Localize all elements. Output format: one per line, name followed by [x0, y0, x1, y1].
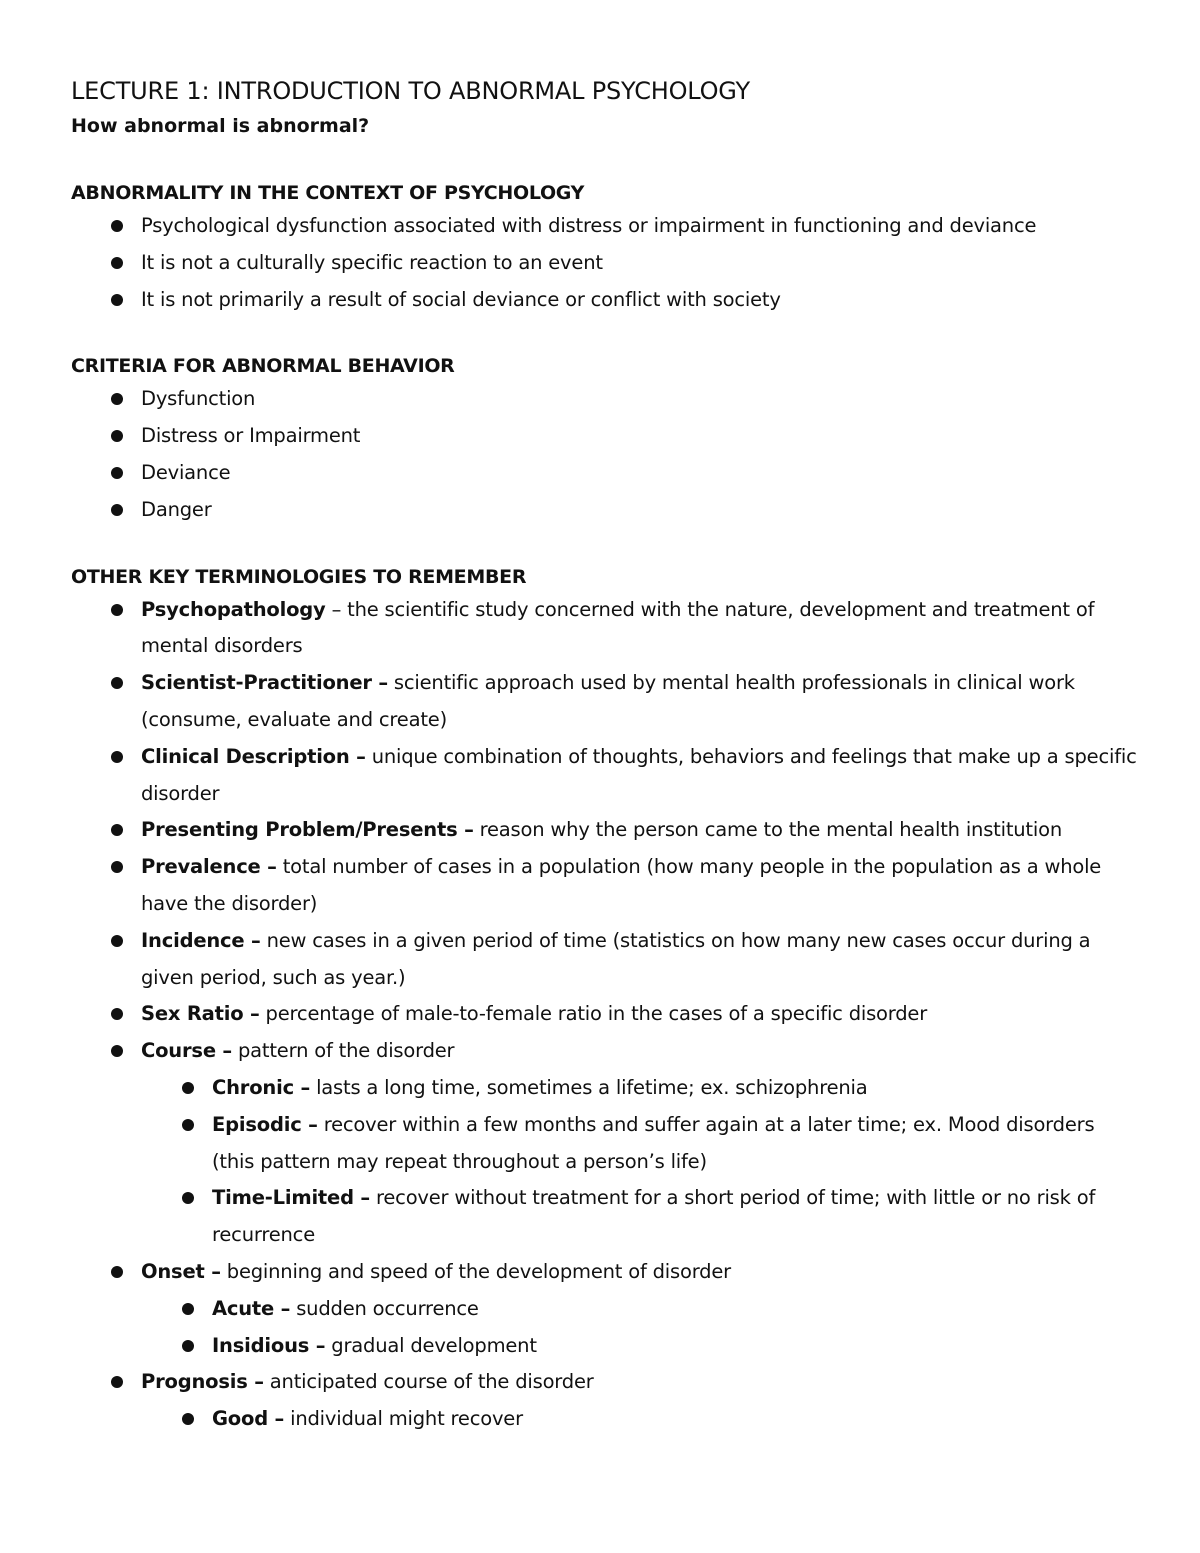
term-label: Sex Ratio – — [141, 1002, 260, 1026]
list-item — [71, 492, 1141, 529]
bullet-icon — [111, 467, 123, 479]
term-definition: – the scientific study concerned with the nature, development and treatment of mental disorders — [141, 597, 1095, 658]
bullet-icon — [182, 1340, 194, 1352]
bullet-icon — [111, 677, 123, 689]
list-item-text: Distress or Impairment — [141, 424, 361, 448]
bullet-icon — [182, 1303, 194, 1315]
bullet-icon — [111, 257, 123, 269]
bullet-icon — [111, 604, 123, 616]
bullet-icon — [182, 1082, 194, 1094]
term-item-presenting-problem — [71, 812, 1141, 849]
term-definition: recover within a few months and suffer again at a later time; ex. Mood disorders (this pattern may repeat throughout a person’s life) — [212, 1112, 1095, 1173]
section-heading-criteria: CRITERIA FOR ABNORMAL BEHAVIOR — [71, 355, 455, 378]
list-item-text: It is not primarily a result of social deviance or conflict with society — [141, 287, 781, 311]
bullet-icon — [111, 393, 123, 405]
bullet-icon — [182, 1119, 194, 1131]
term-definition: recover without treatment for a short period of time; with little or no risk of recurrence — [212, 1186, 1096, 1247]
term-label: Presenting Problem/Presents – — [141, 818, 474, 842]
page-title: LECTURE 1: INTRODUCTION TO ABNORMAL PSYCHOLOGY — [71, 77, 750, 105]
term-definition: sudden occurrence — [290, 1296, 479, 1320]
term-definition: beginning and speed of the development of disorder — [220, 1259, 731, 1283]
list-item-text: It is not a culturally specific reaction to an event — [141, 250, 603, 274]
term-item-episodic — [71, 1107, 1141, 1181]
term-item-scientist-practitioner — [71, 665, 1141, 739]
term-item-chronic — [71, 1070, 1141, 1107]
term-definition: reason why the person came to the mental health institution — [473, 818, 1062, 842]
abnormality-list — [71, 208, 1141, 318]
page-subtitle: How abnormal is abnormal? — [71, 115, 370, 137]
term-item-prevalence — [71, 849, 1141, 923]
bullet-icon — [111, 1008, 123, 1020]
bullet-icon — [111, 430, 123, 442]
list-item — [71, 418, 1141, 455]
term-definition: unique combination of thoughts, behaviors and feelings that make up a specific disorder — [141, 744, 1137, 805]
bullet-icon — [111, 1045, 123, 1057]
term-item-onset — [71, 1254, 1141, 1291]
section-heading-terminologies: OTHER KEY TERMINOLOGIES TO REMEMBER — [71, 565, 527, 588]
section-heading-abnormality: ABNORMALITY IN THE CONTEXT OF PSYCHOLOGY — [71, 182, 585, 204]
term-definition: new cases in a given period of time (statistics on how many new cases occur during a given period, such as year.) — [141, 928, 1091, 989]
list-item — [71, 455, 1141, 492]
term-label: Chronic – — [212, 1075, 311, 1099]
term-definition: total number of cases in a population (how many people in the population as a whole have the disorder) — [141, 855, 1102, 915]
bullet-icon — [111, 751, 123, 763]
term-label: Scientist-Practitioner – — [141, 671, 388, 695]
list-item — [71, 208, 1141, 245]
list-item-text: Danger — [141, 497, 212, 521]
term-item-clinical-description — [71, 739, 1141, 813]
term-label: Time-Limited – — [212, 1186, 370, 1210]
bullet-icon — [111, 294, 123, 306]
list-item-text: Dysfunction — [141, 387, 256, 411]
term-definition: lasts a long time, sometimes a lifetime; ex. schizophrenia — [310, 1075, 868, 1099]
bullet-icon — [111, 504, 123, 516]
term-item-prognosis — [71, 1364, 1141, 1401]
term-label: Prevalence – — [141, 855, 277, 879]
term-label: Clinical Description – — [141, 744, 366, 768]
term-label: Psychopathology — [141, 597, 326, 621]
list-item — [71, 245, 1141, 282]
term-label: Onset – — [141, 1259, 221, 1283]
term-definition: individual might recover — [284, 1407, 523, 1431]
bullet-icon — [111, 935, 123, 947]
bullet-icon — [182, 1413, 194, 1425]
term-definition: pattern of the disorder — [231, 1039, 455, 1063]
term-item-good — [71, 1401, 1141, 1438]
term-item-psychopathology — [71, 592, 1141, 666]
term-label: Insidious – — [212, 1333, 326, 1357]
list-item-text: Deviance — [141, 460, 231, 484]
term-label: Good – — [212, 1407, 285, 1431]
term-item-time-limited — [71, 1180, 1141, 1254]
term-label: Episodic – — [212, 1112, 318, 1136]
term-item-course — [71, 1033, 1141, 1070]
term-item-insidious — [71, 1328, 1141, 1365]
term-definition: percentage of male-to-female ratio in the cases of a specific disorder — [259, 1002, 928, 1026]
term-definition: gradual development — [325, 1333, 537, 1357]
term-definition: scientific approach used by mental health professionals in clinical work (consume, evaluate and create) — [141, 671, 1075, 731]
list-item — [71, 282, 1141, 319]
term-item-sex-ratio — [71, 996, 1141, 1033]
term-label: Course – — [141, 1039, 232, 1063]
bullet-icon — [111, 220, 123, 232]
term-item-acute — [71, 1291, 1141, 1328]
terminologies-list — [71, 592, 1141, 1438]
bullet-icon — [111, 1266, 123, 1278]
bullet-icon — [111, 1376, 123, 1388]
term-label: Prognosis – — [141, 1370, 264, 1394]
term-label: Acute – — [212, 1296, 291, 1320]
bullet-icon — [111, 861, 123, 873]
term-label: Incidence – — [141, 928, 261, 952]
list-item — [71, 381, 1141, 418]
bullet-icon — [182, 1192, 194, 1204]
document-page — [71, 74, 1141, 1438]
term-definition: anticipated course of the disorder — [263, 1370, 594, 1394]
list-item-text: Psychological dysfunction associated with distress or impairment in functioning and deviance — [141, 214, 1037, 237]
bullet-icon — [111, 824, 123, 836]
criteria-list — [71, 381, 1141, 528]
term-item-incidence — [71, 923, 1141, 997]
